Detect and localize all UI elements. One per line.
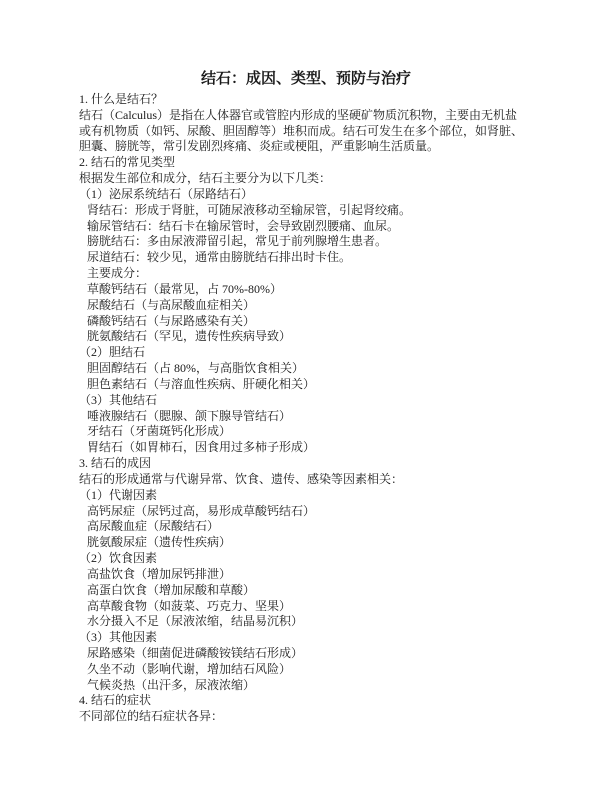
text-line: 胱氨酸尿症（遗传性疾病）: [87, 535, 232, 550]
document-content: [79, 70, 533, 725]
text-line: 2. 结石的常见类型: [79, 155, 176, 170]
text-line: 根据发生部位和成分，结石主要分为以下几类：: [79, 171, 332, 186]
text-line: 气候炎热（出汗多，尿液浓缩）: [87, 677, 256, 692]
text-line: 胆色素结石（与溶血性疾病、肝硬化相关）: [87, 376, 316, 391]
text-line: 结石的形成通常与代谢异常、饮食、遗传、感染等因素相关：: [79, 471, 404, 486]
text-line: 水分摄入不足（尿液浓缩，结晶易沉积）: [87, 614, 304, 629]
text-line: 3. 结石的成因: [79, 456, 152, 471]
text-line: 主要成分：: [87, 266, 148, 281]
text-line: 不同部位的结石症状各异：: [79, 709, 224, 724]
text-line: 尿路感染（细菌促进磷酸铵镁结石形成）: [87, 645, 304, 660]
text-line: （2）饮食因素: [79, 551, 158, 566]
text-line: 胃结石（如胃柿石，因食用过多柿子形成）: [87, 440, 316, 455]
text-line: 4. 结石的症状: [79, 693, 152, 708]
text-line: （3）其他结石: [79, 392, 158, 407]
text-line: 高尿酸血症（尿酸结石）: [87, 519, 220, 534]
text-line: （1）泌尿系统结石（尿路结石）: [79, 186, 254, 201]
text-line: 高草酸食物（如菠菜、巧克力、坚果）: [87, 598, 292, 613]
text-line: 牙结石（牙菌斑钙化形成）: [87, 424, 232, 439]
text-line: 胆固醇结石（占 80%，与高脂饮食相关）: [87, 361, 304, 376]
text-line: 胱氨酸结石（罕见，遗传性疾病导致）: [87, 329, 292, 344]
text-line: 输尿管结石：结石卡在输尿管时，会导致剧烈腰痛、血尿。: [87, 218, 400, 233]
text-line: （2）胆结石: [79, 345, 146, 360]
text-line: 结石（Calculus）是指在人体器官或管腔内形成的坚硬矿物质沉积物，主要由无机盐: [79, 107, 517, 122]
text-line: 或有机物质（如钙、尿酸、胆固醇等）堆积而成。结石可发生在多个部位，如肾脏、: [79, 123, 524, 138]
text-line: 尿酸结石（与高尿酸血症相关）: [87, 297, 256, 312]
document-title: 结石：成因、类型、预防与治疗: [200, 71, 411, 87]
document-body: [79, 92, 533, 725]
text-line: （3）其他因素: [79, 630, 158, 645]
text-line: 久坐不动（影响代谢，增加结石风险）: [87, 661, 292, 676]
text-line: 磷酸钙结石（与尿路感染有关）: [87, 313, 256, 328]
text-line: 尿道结石：较少见，通常由膀胱结石排出时卡住。: [87, 250, 352, 265]
text-line: 唾液腺结石（腮腺、颌下腺导管结石）: [87, 408, 292, 423]
text-line: 膀胱结石：多由尿液滞留引起，常见于前列腺增生患者。: [87, 234, 388, 249]
text-line: 草酸钙结石（最常见，占 70%-80%）: [87, 281, 282, 296]
text-line: 肾结石：形成于肾脏，可随尿液移动至输尿管，引起肾绞痛。: [87, 202, 412, 217]
text-line: 高蛋白饮食（增加尿酸和草酸）: [87, 582, 256, 597]
text-line: （1）代谢因素: [79, 487, 158, 502]
text-line: 高钙尿症（尿钙过高，易形成草酸钙结石）: [87, 503, 316, 518]
text-line: 1. 什么是结石？: [79, 92, 164, 106]
text-line: 胆囊、膀胱等，常引发剧烈疼痛、炎症或梗阻，严重影响生活质量。: [79, 139, 440, 154]
text-line: 高盐饮食（增加尿钙排泄）: [87, 566, 232, 581]
